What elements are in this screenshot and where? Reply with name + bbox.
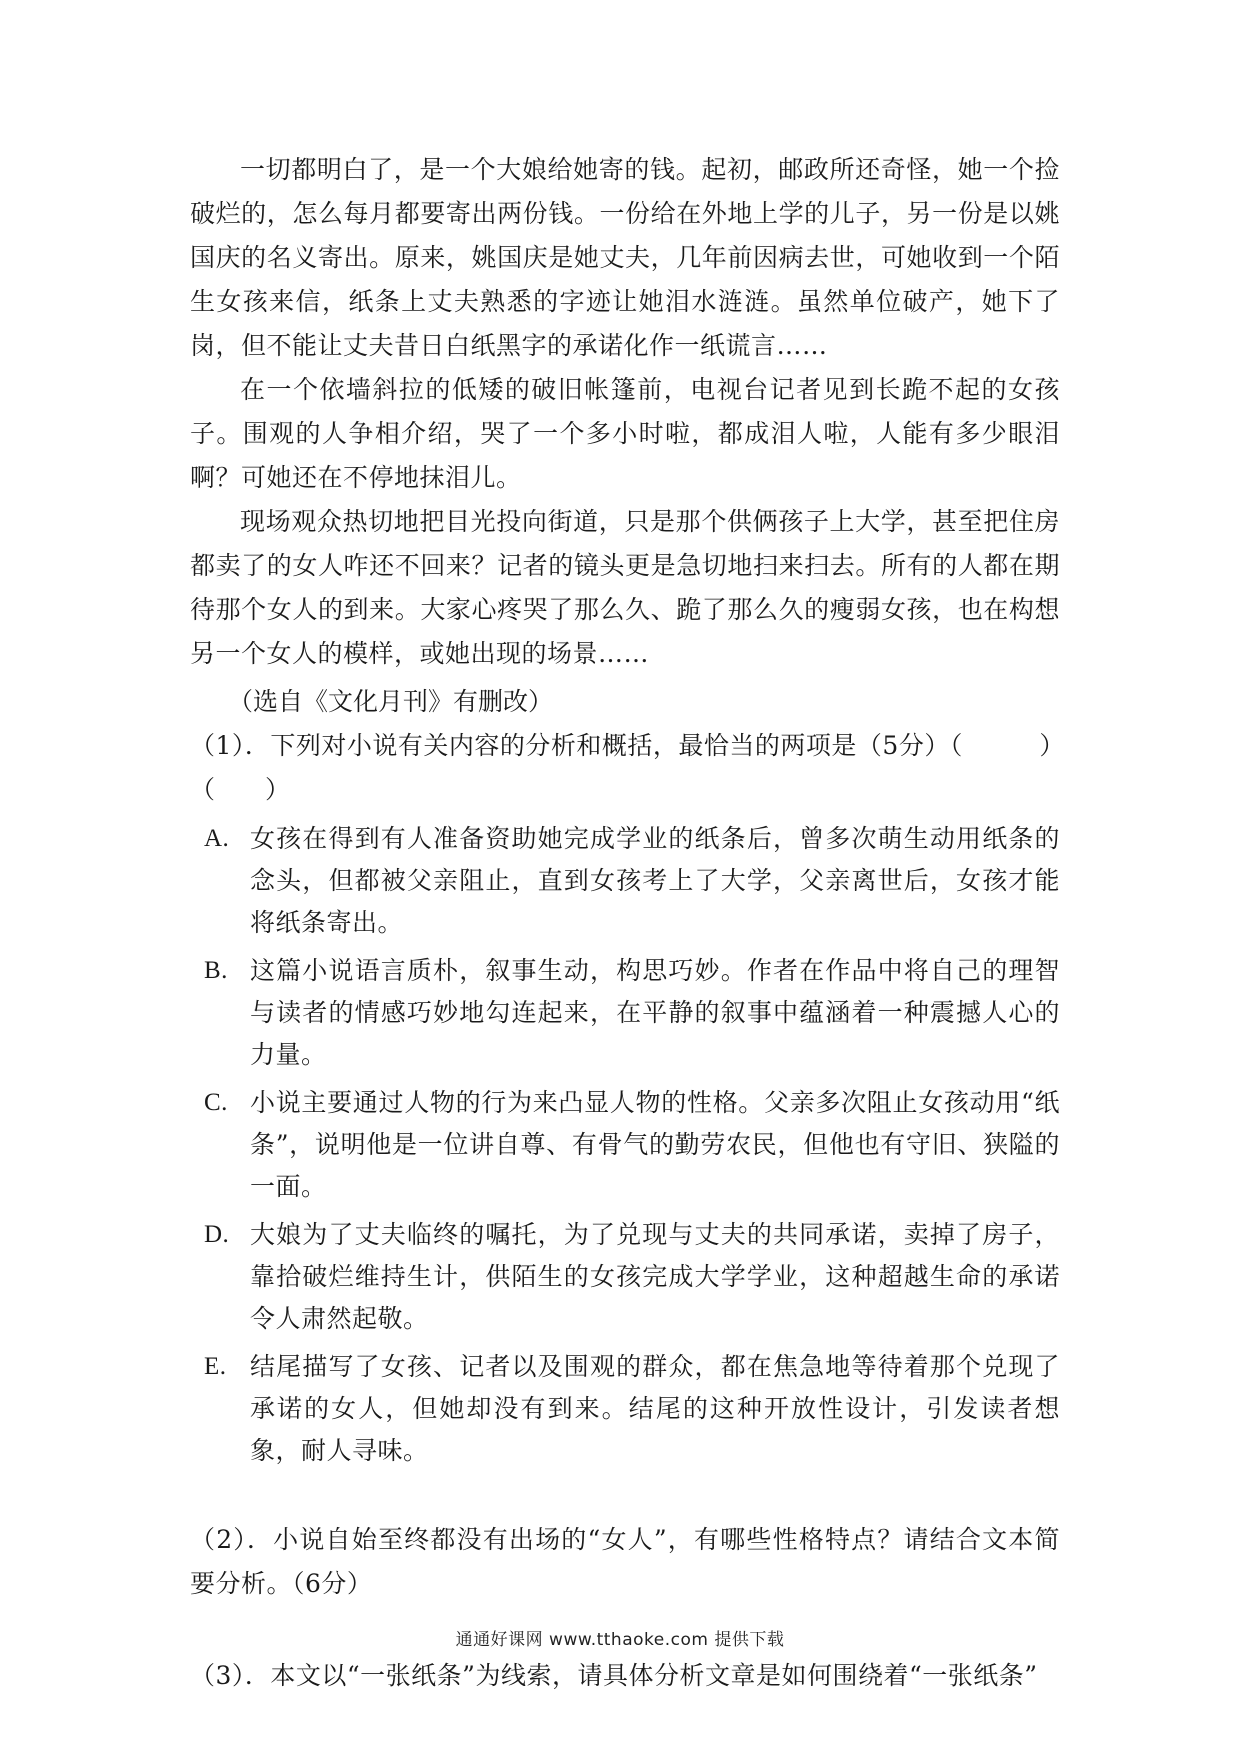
question-1-answer-blank[interactable]: （ ）: [190, 775, 291, 804]
option-c[interactable]: [190, 1082, 1060, 1208]
question-2: [190, 1518, 1060, 1606]
passage-paragraph-2: 在一个依墙斜拉的低矮的破旧帐篷前，电视台记者见到长跪不起的女孩子。围观的人争相介绍，哭了一个多小时啦，都成泪人啦，人能有多少眼泪啊？可她还在不停地抹泪儿。: [190, 375, 1060, 492]
option-b[interactable]: [190, 950, 1060, 1076]
page-content: [190, 148, 1065, 1698]
option-e-text: 结尾描写了女孩、记者以及围观的群众，都在焦急地等待着那个兑现了承诺的女人，但她却没有到来。结尾的这种开放性设计，引发读者想象，耐人寻味。: [250, 1352, 1060, 1465]
option-b-letter: B.: [204, 957, 228, 984]
option-a[interactable]: [190, 818, 1060, 944]
option-a-letter: A.: [204, 825, 230, 852]
question-3: [190, 1654, 1060, 1698]
passage-paragraph-3: 现场观众热切地把目光投向街道，只是那个供俩孩子上大学，甚至把住房都卖了的女人咋还不回来？记者的镜头更是急切地扫来扫去。所有的人都在期待那个女人的到来。大家心疼哭了那么久、跪了那么久的瘦弱女孩，也在构想另一个女人的模样，或她出现的场景……: [190, 507, 1060, 668]
option-b-text: 这篇小说语言质朴，叙事生动，构思巧妙。作者在作品中将自己的理智与读者的情感巧妙地勾连起来，在平静的叙事中蕴涵着一种震撼人心的力量。: [250, 956, 1060, 1069]
passage-paragraph-1: 一切都明白了，是一个大娘给她寄的钱。起初，邮政所还奇怪，她一个捡破烂的，怎么每月都要寄出两份钱。一份给在外地上学的儿子，另一份是以姚国庆的名义寄出。原来，姚国庆是她丈夫，几年前因病去世，可她收到一个陌生女孩来信，纸条上丈夫熟悉的字迹让她泪水涟涟。虽然单位破产，她下了岗，但不能让丈夫昔日白纸黑字的承诺化作一纸谎言……: [190, 155, 1060, 360]
option-e-letter: E.: [204, 1353, 227, 1380]
page-footer: 通通好课网 www.tthaoke.com 提供下载: [455, 1630, 785, 1650]
option-a-text: 女孩在得到有人准备资助她完成学业的纸条后，曾多次萌生动用纸条的念头，但都被父亲阻止，直到女孩考上了大学，父亲离世后，女孩才能将纸条寄出。: [250, 824, 1060, 937]
passage-source: （选自《文化月刊》有删改）: [228, 687, 554, 716]
question-2-stem: （2）．小说自始至终都没有出场的“女人”，有哪些性格特点？请结合文本简要分析。（6分）: [190, 1525, 1060, 1598]
option-c-text: 小说主要通过人物的行为来凸显人物的性格。父亲多次阻止女孩动用“纸条”，说明他是一位讲自尊、有骨气的勤劳农民，但他也有守旧、狭隘的一面。: [250, 1088, 1060, 1201]
option-c-letter: C.: [204, 1089, 228, 1116]
question-1-options: [190, 818, 1060, 1472]
option-e[interactable]: [190, 1346, 1060, 1472]
question-1: [190, 724, 1065, 1472]
question-3-stem: （3）．本文以“一张纸条”为线索，请具体分析文章是如何围绕着“一张纸条”: [190, 1661, 1038, 1690]
option-d-letter: D.: [204, 1221, 230, 1248]
option-d[interactable]: [190, 1214, 1060, 1340]
option-d-text: 大娘为了丈夫临终的嘱托，为了兑现与丈夫的共同承诺，卖掉了房子，靠拾破烂维持生计，供陌生的女孩完成大学学业，这种超越生命的承诺令人肃然起敬。: [250, 1220, 1060, 1333]
question-1-stem: （1）．下列对小说有关内容的分析和概括，最恰当的两项是（5分）（ ）: [190, 731, 1065, 760]
